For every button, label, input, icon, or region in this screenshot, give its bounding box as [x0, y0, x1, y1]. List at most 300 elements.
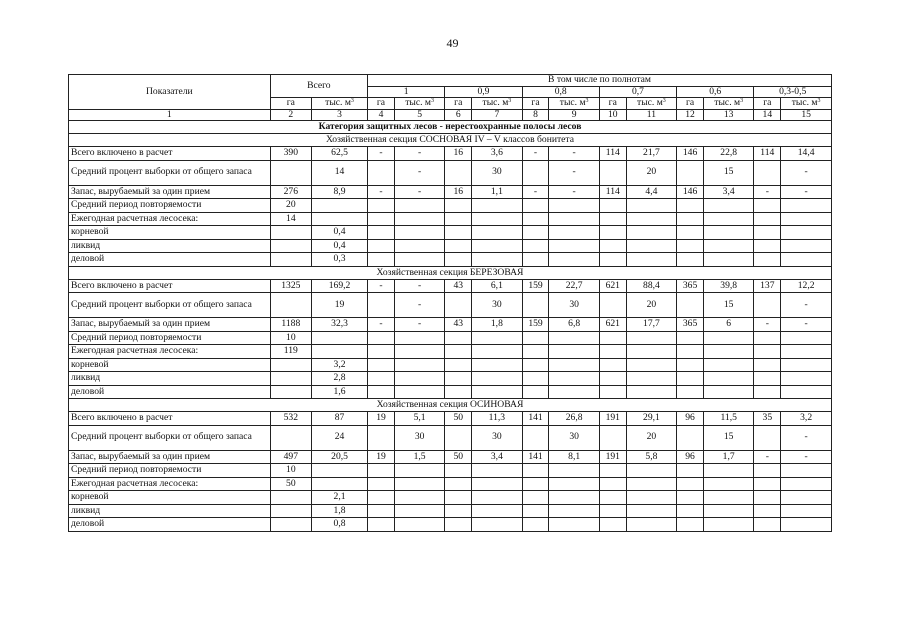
table-cell: 10: [270, 464, 311, 478]
table-cell: [368, 293, 395, 318]
table-cell: [626, 464, 676, 478]
table-cell: [781, 504, 832, 518]
row-label: деловой: [69, 518, 271, 532]
table-cell: [270, 491, 311, 505]
table-cell: [549, 331, 599, 345]
table-cell: [445, 345, 472, 359]
table-cell: [394, 518, 444, 532]
table-cell: [368, 160, 395, 185]
row-label: Средний период повторяемости: [69, 331, 271, 345]
table-cell: [522, 226, 549, 240]
table-cell: 21,7: [626, 147, 676, 161]
table-cell: 1,5: [394, 450, 444, 464]
table-cell: [368, 239, 395, 253]
table-cell: [677, 226, 704, 240]
unit-volume-exponent: 3: [817, 98, 821, 105]
table-cell: 3,2: [312, 358, 368, 372]
row-label: Всего включено в расчет: [69, 412, 271, 426]
table-cell: [368, 212, 395, 226]
table-cell: 119: [270, 345, 311, 359]
table-cell: 11,5: [703, 412, 753, 426]
table-cell: [703, 477, 753, 491]
row-label: Всего включено в расчет: [69, 279, 271, 293]
row-label: корневой: [69, 491, 271, 505]
table-cell: [394, 385, 444, 399]
table-cell: [781, 212, 832, 226]
table-cell: 30: [472, 293, 522, 318]
unit-volume-text: тыс. м: [482, 97, 509, 109]
table-cell: -: [549, 160, 599, 185]
table-cell: [368, 477, 395, 491]
table-cell: [472, 518, 522, 532]
table-cell: 19: [368, 412, 395, 426]
table-cell: [703, 358, 753, 372]
table-cell: [626, 331, 676, 345]
table-cell: [599, 331, 626, 345]
row-label: корневой: [69, 358, 271, 372]
table-cell: [599, 372, 626, 386]
table-cell: [394, 358, 444, 372]
table-cell: [754, 226, 781, 240]
header-including-by-density: В том числе по полнотам: [368, 75, 832, 87]
table-cell: [599, 425, 626, 450]
table-cell: -: [522, 147, 549, 161]
table-cell: [754, 385, 781, 399]
table-cell: -: [781, 450, 832, 464]
table-row: [69, 464, 832, 478]
table-cell: -: [368, 147, 395, 161]
table-cell: 1,1: [472, 185, 522, 199]
table-cell: -: [394, 318, 444, 332]
table-cell: 16: [445, 185, 472, 199]
table-cell: [626, 504, 676, 518]
table-cell: [445, 226, 472, 240]
column-number-2: 2: [270, 109, 311, 121]
header-total: Всего: [270, 75, 367, 98]
table-cell: [781, 226, 832, 240]
table-cell: [549, 239, 599, 253]
table-cell: [781, 239, 832, 253]
table-cell: 5,8: [626, 450, 676, 464]
table-cell: 35: [754, 412, 781, 426]
table-cell: [781, 345, 832, 359]
table-cell: 3,6: [472, 147, 522, 161]
table-cell: 50: [445, 412, 472, 426]
table-cell: [626, 358, 676, 372]
table-cell: [522, 160, 549, 185]
column-number-6: 6: [445, 109, 472, 121]
table-cell: [368, 518, 395, 532]
table-cell: 114: [754, 147, 781, 161]
table-cell: -: [394, 185, 444, 199]
table-cell: [677, 253, 704, 267]
table-cell: [781, 385, 832, 399]
table-cell: [703, 212, 753, 226]
table-cell: [312, 345, 368, 359]
table-cell: [445, 212, 472, 226]
table-cell: -: [781, 318, 832, 332]
table-cell: [754, 331, 781, 345]
table-cell: [522, 331, 549, 345]
table-cell: [677, 464, 704, 478]
table-cell: 20: [626, 425, 676, 450]
forest-allowable-cut-table: [68, 74, 832, 532]
table-row: [69, 147, 832, 161]
table-cell: 3,4: [472, 450, 522, 464]
table-cell: 22,7: [549, 279, 599, 293]
unit-volume-text: тыс. м: [325, 97, 351, 109]
header-density-3: 0,7: [599, 86, 676, 98]
table-cell: [522, 345, 549, 359]
table-cell: 88,4: [626, 279, 676, 293]
table-cell: 1,6: [312, 385, 368, 399]
table-cell: 8,9: [312, 185, 368, 199]
table-cell: [677, 518, 704, 532]
table-row: [69, 199, 832, 213]
table-cell: [270, 253, 311, 267]
table-cell: 159: [522, 318, 549, 332]
row-label: Средний процент выборки от общего запаса: [69, 160, 271, 185]
header-unit-volume: [781, 98, 832, 110]
table-cell: [677, 331, 704, 345]
table-cell: [599, 477, 626, 491]
table-cell: 276: [270, 185, 311, 199]
table-row: [69, 226, 832, 240]
table-cell: [368, 464, 395, 478]
table-cell: [472, 372, 522, 386]
table-cell: [703, 226, 753, 240]
table-cell: [394, 331, 444, 345]
column-number-5: 5: [394, 109, 444, 121]
table-cell: [754, 345, 781, 359]
table-cell: [626, 253, 676, 267]
header-density-5: 0,3-0,5: [754, 86, 832, 98]
category-title: Категория защитных лесов - нерестоохранные полосы лесов: [69, 121, 832, 134]
table-cell: [754, 464, 781, 478]
table-cell: [522, 385, 549, 399]
table-cell: [703, 199, 753, 213]
table-cell: [368, 372, 395, 386]
table-cell: 8,1: [549, 450, 599, 464]
table-cell: 6: [703, 318, 753, 332]
table-cell: [368, 491, 395, 505]
row-label: Запас, вырубаемый за один прием: [69, 318, 271, 332]
table-cell: 10: [270, 331, 311, 345]
table-cell: [781, 477, 832, 491]
column-number-1: 1: [69, 109, 271, 121]
table-cell: [781, 518, 832, 532]
table-cell: [703, 372, 753, 386]
table-cell: 39,8: [703, 279, 753, 293]
table-cell: [368, 345, 395, 359]
table-cell: [626, 518, 676, 532]
table-row: [69, 318, 832, 332]
header-unit-ha: га: [270, 98, 311, 110]
table-cell: 1325: [270, 279, 311, 293]
table-cell: [445, 239, 472, 253]
column-number-12: 12: [677, 109, 704, 121]
table-cell: [445, 504, 472, 518]
table-cell: [599, 345, 626, 359]
table-cell: [549, 199, 599, 213]
header-unit-volume: [472, 98, 522, 110]
table-cell: [781, 358, 832, 372]
table-cell: 96: [677, 412, 704, 426]
table-cell: [522, 372, 549, 386]
table-cell: [626, 226, 676, 240]
table-cell: [549, 253, 599, 267]
table-cell: [703, 504, 753, 518]
table-cell: [270, 504, 311, 518]
unit-volume-text: тыс. м: [637, 97, 663, 109]
table-cell: [394, 199, 444, 213]
table-cell: 30: [549, 293, 599, 318]
table-cell: [599, 253, 626, 267]
table-cell: [270, 226, 311, 240]
table-cell: 19: [312, 293, 368, 318]
table-row: [69, 450, 832, 464]
table-row: [69, 239, 832, 253]
row-label: Запас, вырубаемый за один прием: [69, 185, 271, 199]
table-cell: [754, 372, 781, 386]
header-unit-ha: га: [754, 98, 781, 110]
table-cell: [522, 425, 549, 450]
table-cell: 146: [677, 185, 704, 199]
table-cell: [677, 345, 704, 359]
table-cell: [703, 518, 753, 532]
table-cell: 19: [368, 450, 395, 464]
row-label: деловой: [69, 253, 271, 267]
table-cell: 3,2: [781, 412, 832, 426]
unit-volume-exponent: 3: [431, 98, 434, 105]
table-cell: 17,7: [626, 318, 676, 332]
table-cell: [368, 504, 395, 518]
table-cell: [445, 199, 472, 213]
table-cell: [445, 293, 472, 318]
row-label: Средний процент выборки от общего запаса: [69, 293, 271, 318]
table-cell: [394, 345, 444, 359]
table-cell: [472, 212, 522, 226]
table-cell: [549, 372, 599, 386]
table-cell: [703, 331, 753, 345]
table-cell: 11,3: [472, 412, 522, 426]
table-cell: [472, 331, 522, 345]
table-cell: [394, 464, 444, 478]
table-cell: [445, 464, 472, 478]
header-unit-ha: га: [368, 98, 395, 110]
section-title: Хозяйственная секция ОСИНОВАЯ: [69, 399, 832, 412]
column-number-10: 10: [599, 109, 626, 121]
table-cell: [781, 199, 832, 213]
table-cell: 32,3: [312, 318, 368, 332]
table-cell: [394, 226, 444, 240]
row-label: Ежегодная расчетная лесосека:: [69, 345, 271, 359]
table-cell: [522, 199, 549, 213]
table-cell: 365: [677, 318, 704, 332]
header-unit-volume: [312, 98, 368, 110]
table-cell: 1,8: [472, 318, 522, 332]
table-cell: [549, 518, 599, 532]
row-label: Запас, вырубаемый за один прием: [69, 450, 271, 464]
table-cell: -: [781, 160, 832, 185]
header-unit-ha: га: [677, 98, 704, 110]
table-cell: 532: [270, 412, 311, 426]
table-cell: [599, 358, 626, 372]
table-cell: 15: [703, 293, 753, 318]
category-row: [69, 121, 832, 134]
table-cell: 497: [270, 450, 311, 464]
table-cell: [445, 425, 472, 450]
table-cell: [754, 425, 781, 450]
table-row: [69, 425, 832, 450]
table-cell: 4,4: [626, 185, 676, 199]
table-cell: [312, 464, 368, 478]
table-cell: 2,8: [312, 372, 368, 386]
table-cell: [754, 358, 781, 372]
table-cell: [522, 518, 549, 532]
header-unit-volume: [626, 98, 676, 110]
table-body: [69, 75, 832, 532]
table-cell: 14: [270, 212, 311, 226]
table-cell: 137: [754, 279, 781, 293]
table-cell: [703, 253, 753, 267]
table-cell: 114: [599, 147, 626, 161]
table-cell: [472, 199, 522, 213]
table-cell: [522, 477, 549, 491]
table-cell: [599, 385, 626, 399]
table-cell: [445, 160, 472, 185]
section-row: [69, 134, 832, 147]
table-cell: [677, 385, 704, 399]
table-cell: 24: [312, 425, 368, 450]
table-cell: 96: [677, 450, 704, 464]
table-cell: -: [394, 293, 444, 318]
table-cell: 191: [599, 412, 626, 426]
table-cell: 50: [270, 477, 311, 491]
header-unit-ha: га: [522, 98, 549, 110]
table-row: [69, 358, 832, 372]
table-cell: [703, 385, 753, 399]
table-cell: [312, 212, 368, 226]
table-cell: [270, 160, 311, 185]
table-cell: 14: [312, 160, 368, 185]
column-number-13: 13: [703, 109, 753, 121]
column-number-15: 15: [781, 109, 832, 121]
table-cell: 3,4: [703, 185, 753, 199]
table-cell: -: [549, 185, 599, 199]
table-cell: [394, 212, 444, 226]
table-cell: [677, 425, 704, 450]
table-cell: [754, 293, 781, 318]
table-row: [69, 253, 832, 267]
table-cell: 15: [703, 160, 753, 185]
table-cell: 43: [445, 279, 472, 293]
table-cell: [677, 358, 704, 372]
table-cell: [599, 504, 626, 518]
table-cell: [703, 345, 753, 359]
table-cell: 30: [472, 425, 522, 450]
section-row: [69, 266, 832, 279]
table-cell: -: [781, 293, 832, 318]
table-cell: [472, 477, 522, 491]
table-cell: 1,8: [312, 504, 368, 518]
table-cell: 141: [522, 412, 549, 426]
table-cell: 159: [522, 279, 549, 293]
table-cell: 20: [626, 293, 676, 318]
header-unit-ha: га: [599, 98, 626, 110]
section-title: Хозяйственная секция СОСНОВАЯ IV – V классов бонитета: [69, 134, 832, 147]
header-unit-volume: [549, 98, 599, 110]
table-cell: [677, 293, 704, 318]
table-cell: [754, 504, 781, 518]
section-row: [69, 399, 832, 412]
table-row: [69, 212, 832, 226]
table-cell: [549, 504, 599, 518]
row-label: Средний период повторяемости: [69, 199, 271, 213]
table-cell: [270, 358, 311, 372]
table-cell: [472, 385, 522, 399]
table-cell: [754, 199, 781, 213]
row-label: ликвид: [69, 372, 271, 386]
table-row: [69, 372, 832, 386]
table-cell: [445, 385, 472, 399]
table-cell: [394, 372, 444, 386]
table-cell: -: [781, 185, 832, 199]
table-row: [69, 160, 832, 185]
table-cell: 1188: [270, 318, 311, 332]
table-cell: [599, 518, 626, 532]
unit-volume-text: тыс. м: [559, 97, 586, 109]
table-cell: 1,7: [703, 450, 753, 464]
column-number-9: 9: [549, 109, 599, 121]
table-cell: 114: [599, 185, 626, 199]
table-cell: [626, 372, 676, 386]
table-cell: [394, 504, 444, 518]
table-row: [69, 491, 832, 505]
table-cell: [703, 491, 753, 505]
table-cell: [549, 226, 599, 240]
table-cell: 30: [549, 425, 599, 450]
unit-volume-text: тыс. м: [714, 97, 741, 109]
row-label: Ежегодная расчетная лесосека:: [69, 477, 271, 491]
table-cell: [549, 491, 599, 505]
table-cell: 0,4: [312, 239, 368, 253]
table-cell: [270, 518, 311, 532]
table-cell: [754, 212, 781, 226]
table-cell: [626, 385, 676, 399]
table-cell: [394, 477, 444, 491]
table-row: [69, 345, 832, 359]
table-cell: [626, 345, 676, 359]
table-cell: [472, 358, 522, 372]
table-cell: [754, 160, 781, 185]
table-cell: 141: [522, 450, 549, 464]
table-cell: [445, 331, 472, 345]
table-cell: [312, 331, 368, 345]
table-cell: [368, 331, 395, 345]
table-row: [69, 412, 832, 426]
table-cell: [599, 491, 626, 505]
table-cell: [368, 199, 395, 213]
table-cell: [522, 239, 549, 253]
table-cell: 365: [677, 279, 704, 293]
table-cell: [270, 385, 311, 399]
header-density-1: 0,9: [445, 86, 522, 98]
table-cell: [522, 504, 549, 518]
table-cell: 621: [599, 318, 626, 332]
header-unit-volume: [394, 98, 444, 110]
table-cell: [599, 212, 626, 226]
